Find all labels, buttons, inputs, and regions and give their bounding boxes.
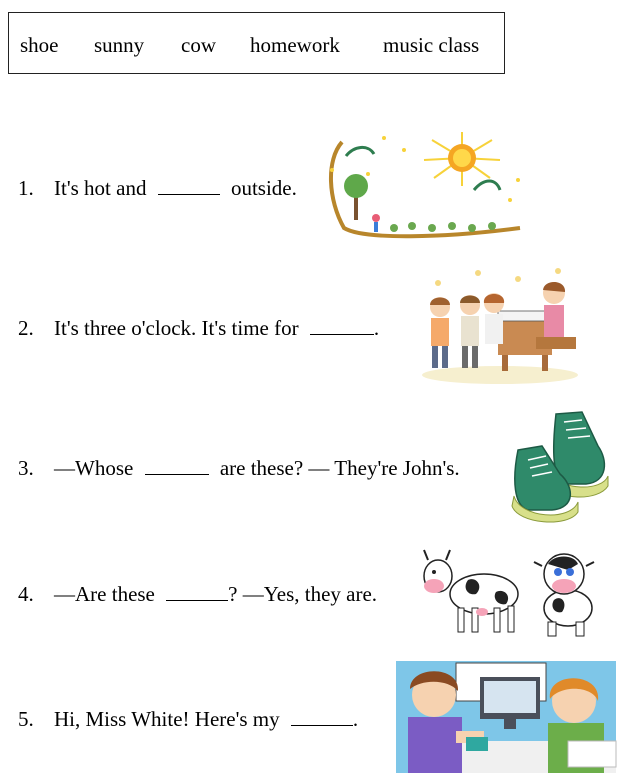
answer-blank[interactable] [310, 314, 374, 335]
question-5 [18, 705, 358, 732]
question-text-before: Hi, Miss White! Here's my [54, 707, 280, 731]
question-text-after: . [373, 316, 380, 340]
answer-blank[interactable] [158, 174, 220, 195]
word-bank-item: shoe [20, 33, 59, 57]
word-bank-item: cow [181, 33, 216, 57]
sunny-landscape-illustration [324, 130, 526, 244]
word-bank [8, 12, 505, 74]
answer-blank[interactable] [291, 705, 353, 726]
word-bank-item: sunny [94, 33, 145, 57]
answer-blank[interactable] [145, 454, 209, 475]
word-bank-item: music class [383, 33, 480, 57]
question-number: 3. [18, 456, 34, 480]
question-number: 5. [18, 707, 34, 731]
question-number: 2. [18, 316, 34, 340]
music-class-illustration [418, 263, 580, 385]
answer-blank[interactable] [166, 580, 228, 601]
question-text-before: It's three o'clock. It's time for [54, 316, 299, 340]
question-3 [18, 454, 460, 481]
question-text-after: are these? — They're John's. [219, 456, 460, 480]
question-number: 1. [18, 176, 34, 200]
question-text-before: —Whose [54, 456, 134, 480]
question-text-before: —Are these [54, 582, 155, 606]
question-text-before: It's hot and [54, 176, 147, 200]
question-text-after: . [352, 707, 359, 731]
question-text-after: outside. [230, 176, 297, 200]
green-shoes-illustration [512, 410, 610, 520]
homework-handing-illustration [396, 661, 616, 773]
word-bank-item: homework [250, 33, 340, 57]
question-text-after: ? —Yes, they are. [228, 582, 378, 606]
question-number: 4. [18, 582, 34, 606]
question-2 [18, 314, 379, 341]
question-1 [18, 174, 297, 201]
cows-illustration [418, 546, 618, 642]
question-4 [18, 580, 377, 607]
